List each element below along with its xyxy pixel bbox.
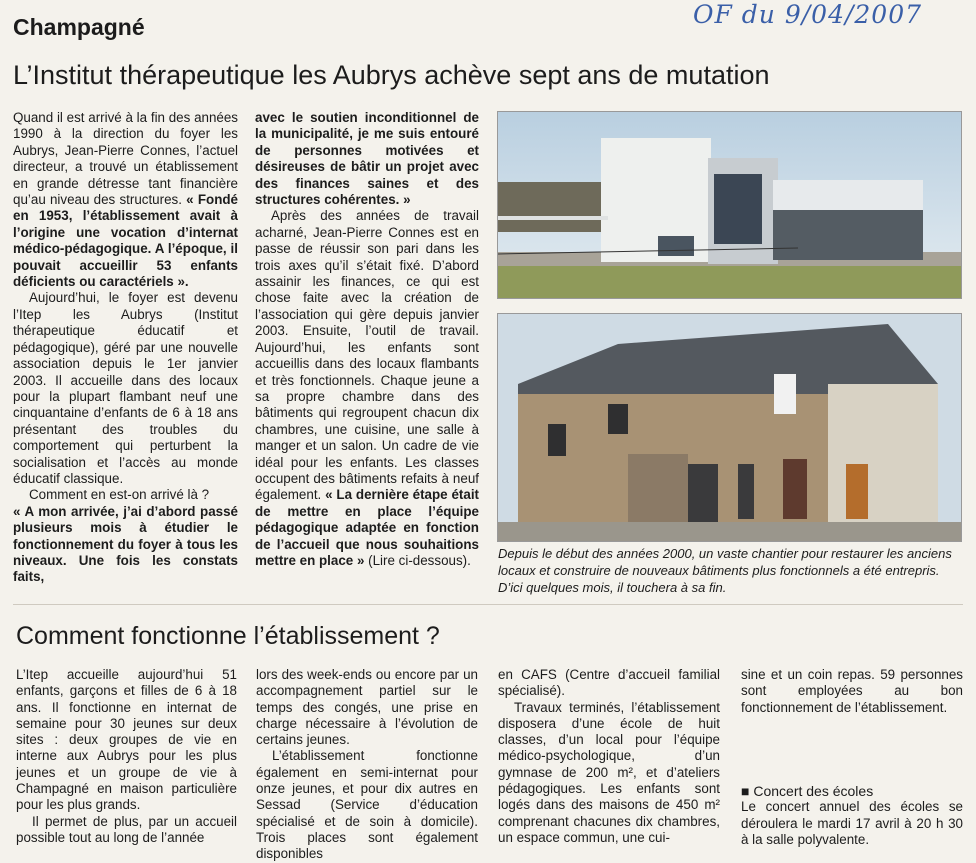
paragraph: Aujourd’hui, le foyer est devenu l’Itep les Aubrys (Institut thérapeutique éducatif et pédagogique), géré par une nouvelle association depuis le 1er janvier 2003. Il accueille dans des locaux pour la plupart flambant neuf une cinquantaine d’enfants de 6 à 18 ans présentant des troubles du comportement qui perturbent la socialisation et l’accès au monde éducatif classique. xyxy=(13,290,238,486)
photo-caption: Depuis le début des années 2000, un vaste chantier pour restaurer les anciens locaux et construire de nouveaux bâtiments plus fonctionnels a été entrepris. D’ici quelques mois, il touchera à sa fin. xyxy=(498,546,952,595)
paragraph: lors des week-ends ou encore par un accompagnement partiel sur le temps des congés, une prise en charge nécessaire à l’évolution de certains jeunes. xyxy=(256,667,478,748)
note-text: Le concert annuel des écoles se déroulera le mardi 17 avril à 20 h 30 à la salle polyvalente. xyxy=(741,799,963,847)
note-title: ■ Concert des écoles xyxy=(741,783,874,799)
paragraph: L’Itep accueille aujourd’hui 51 enfants, garçons et filles de 6 à 18 ans. Il fonctionne en internat de semaine pour 30 jeunes sur deux sites : deux groupes de vie en interne aux Aubrys pour les plus jeunes et un groupe de vie à Champagné en maison particulière pour les plus grands. xyxy=(16,667,237,813)
old-building-image xyxy=(498,314,961,541)
article-column-2 xyxy=(255,110,479,569)
paragraph: Travaux terminés, l’établissement disposera d’une école de huit classes, d’un local pour l’équipe médico-psychologique, d’un gymnase de 200 m², et d’ateliers pédagogiques. Les enfants sont logés dans des maisons de 450 m² comprenant chacunes dix chambres, un espace commun, une cui- xyxy=(498,699,720,845)
paragraph: Il permet de plus, par un accueil possible tout au long de l’année xyxy=(16,813,237,845)
handwritten-date-stamp: OF du 9/04/2007 xyxy=(693,0,923,29)
second-column-1 xyxy=(16,667,237,846)
article-headline: L’Institut thérapeutique les Aubrys achève sept ans de mutation xyxy=(13,60,770,90)
article-column-1 xyxy=(13,110,238,586)
paragraph: Quand il est arrivé à la fin des années 1990 à la direction du foyer les Aubrys, Jean-Pierre Connes, l’actuel directeur, a trouvé un établissement en grande détresse tant financière qu’au niveau des structures. « Fondé en 1953, l’établissement avait à l’origine une vocation d’internat médico-pédagogique. A l’époque, il pouvait accueillir 53 enfants déficients ou caractériels ». xyxy=(13,110,238,290)
second-column-2 xyxy=(256,667,478,863)
paragraph: « A mon arrivée, j’ai d’abord passé plusieurs mois à étudier le fonctionnement du foyer à tous les niveaux. Une fois les constats faits, xyxy=(13,503,238,585)
subheadline: Comment fonctionne l’établissement ? xyxy=(16,622,440,650)
square-bullet-icon: ■ xyxy=(741,783,754,799)
second-column-3 xyxy=(498,667,720,846)
photo-modern-building xyxy=(497,111,962,299)
paragraph: sine et un coin repas. 59 personnes sont employées au bon fonctionnement de l’établissement. xyxy=(741,667,963,715)
paragraph: L’établissement fonctionne également en semi-internat pour onze jeunes, et pour dix autres en Sessad (Service d’éducation spécialisé et de soin à domicile). Trois places sont également disponibles xyxy=(256,748,478,862)
paragraph: Après des années de travail acharné, Jean-Pierre Connes est en passe de réussir son pari dans les trois axes qu’il s’était fixé. D’abord assainir les finances, ce qui est chose faite avec la création de l’association qui gère depuis janvier 2003. Ensuite, l’outil de travail. Aujourd’hui, les enfants sont accueillis dans des locaux flambants et très fonctionnels. Chaque jeune a sa propre chambre dans des bâtiments qui regroupent chacun dix chambres, une cuisine, une salle à manger et un salon. Un cadre de vie idéal pour les enfants. Les classes occupent des bâtiments refaits à neuf également. « La dernière étape était de mettre en place l’équipe pédagogique adaptée en fonction de l’accueil que nous souhaitions mettre en place » (Lire ci-dessous). xyxy=(255,208,479,568)
concert-note xyxy=(741,783,963,848)
photo-old-building xyxy=(497,313,962,542)
second-column-4 xyxy=(741,667,963,716)
paragraph: avec le soutien inconditionnel de la municipalité, je me suis entouré de personnes motivées et désireuses de bâtir un projet avec des finances saines et des structures cohérentes. » xyxy=(255,110,479,208)
paragraph: en CAFS (Centre d’accueil familial spécialisé). xyxy=(498,667,720,699)
paragraph: Comment en est-on arrivé là ? xyxy=(29,487,210,503)
section-title: Champagné xyxy=(13,14,145,40)
modern-building-image xyxy=(498,112,961,298)
section-divider xyxy=(13,604,963,605)
